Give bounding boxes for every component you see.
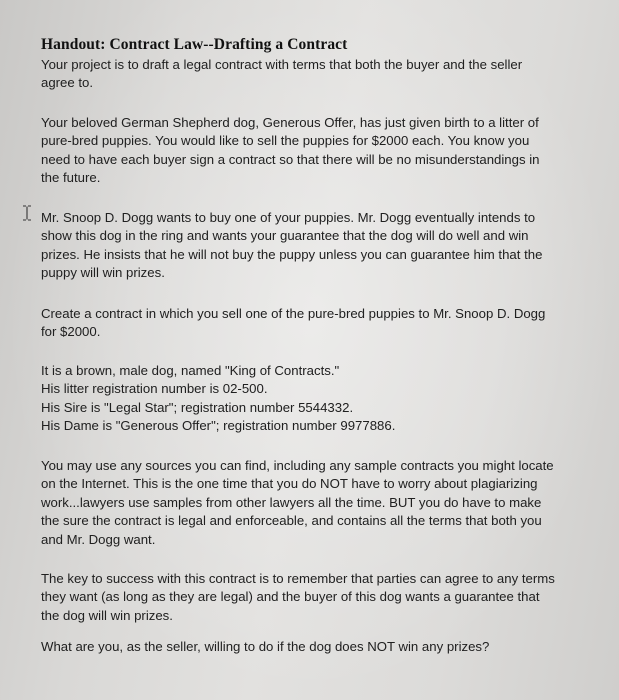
page-title: Handout: Contract Law--Drafting a Contract bbox=[41, 36, 348, 53]
text-line: It is a brown, male dog, named "King of Contracts." bbox=[41, 363, 340, 378]
text-line: the dog will win prizes. bbox=[41, 607, 173, 623]
text-line: What are you, as the seller, willing to do if the dog does NOT win any prizes? bbox=[41, 639, 490, 654]
text-line: His Dame is "Generous Offer"; registration number 9977886. bbox=[41, 418, 396, 434]
text-line: Mr. Snoop D. Dogg wants to buy one of your puppies. Mr. Dogg eventually intends to bbox=[41, 210, 536, 225]
paragraph-key bbox=[41, 570, 555, 625]
text-line: the sure the contract is legal and enforceable, and contains all the terms that both you bbox=[41, 513, 542, 529]
text-line: pure-bred puppies. You would like to sell the puppies for $2000 each. You know you bbox=[41, 133, 530, 149]
text-line: His litter registration number is 02-500. bbox=[41, 381, 268, 397]
text-line: The key to success with this contract is to remember that parties can agree to any terms bbox=[41, 571, 555, 586]
text-cursor-icon bbox=[22, 205, 32, 221]
paragraph-details bbox=[41, 362, 395, 436]
text-line: the future. bbox=[41, 170, 101, 186]
text-line: show this dog in the ring and wants your guarantee that the dog will do well and win bbox=[41, 228, 529, 244]
text-line: Create a contract in which you sell one of the pure-bred puppies to Mr. Snoop D. Dogg bbox=[41, 306, 546, 321]
paragraph-task bbox=[41, 305, 545, 342]
text-line: they want (as long as they are legal) and the buyer of this dog wants a guarantee that bbox=[41, 589, 540, 605]
paragraph-question bbox=[41, 638, 489, 656]
paragraph-buyer bbox=[41, 209, 542, 283]
paragraph-sources bbox=[41, 457, 554, 549]
text-line: Your beloved German Shepherd dog, Generous Offer, has just given birth to a litter of bbox=[41, 115, 539, 130]
text-line: You may use any sources you can find, including any sample contracts you might locate bbox=[41, 458, 554, 473]
text-line: on the Internet. This is the one time that you do NOT have to worry about plagiarizing bbox=[41, 476, 538, 492]
text-line: agree to. bbox=[41, 75, 94, 91]
text-line: His Sire is "Legal Star"; registration number 5544332. bbox=[41, 399, 354, 415]
text-line: Your project is to draft a legal contract with terms that both the buyer and the seller bbox=[41, 57, 523, 72]
text-line: for $2000. bbox=[41, 324, 101, 340]
text-line: work...lawyers use samples from other lawyers all the time. BUT you do have to make bbox=[41, 494, 542, 510]
text-line: need to have each buyer sign a contract so that there will be no misunderstandings in bbox=[41, 151, 540, 167]
paragraph-intro bbox=[41, 56, 522, 93]
text-line: and Mr. Dogg want. bbox=[41, 531, 156, 547]
paragraph-background bbox=[41, 114, 540, 188]
text-line: puppy will win prizes. bbox=[41, 265, 165, 281]
text-line: prizes. He insists that he will not buy the puppy unless you can guarantee him that the bbox=[41, 246, 543, 262]
